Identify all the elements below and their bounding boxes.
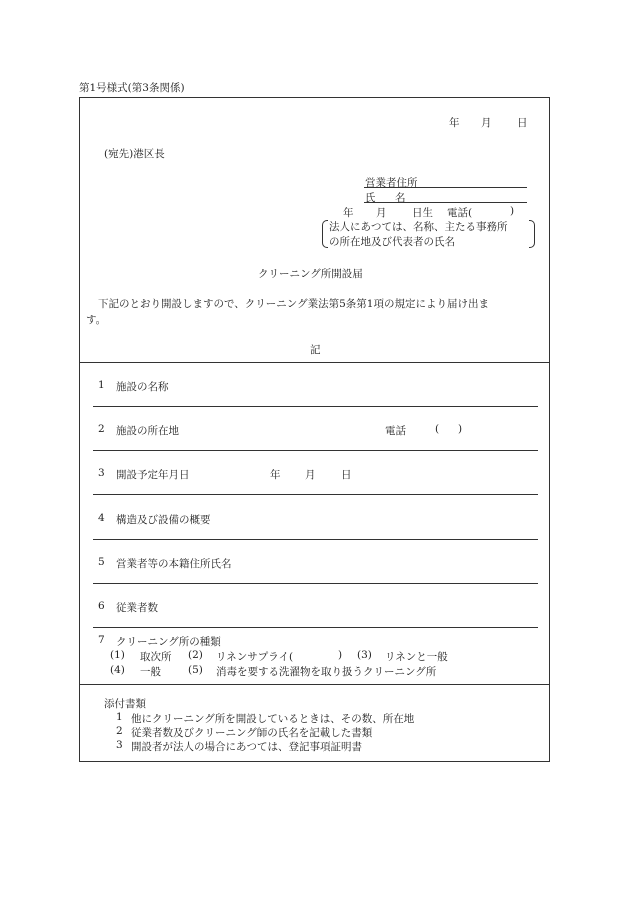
attachment-1-num: 1 xyxy=(116,711,123,723)
item-2-label: 施設の所在地 xyxy=(116,425,179,437)
attachment-1-text: 他にクリーニング所を開設しているときは、その数、所在地 xyxy=(131,713,415,725)
item-1-num: 1 xyxy=(98,379,105,391)
attachment-2-num: 2 xyxy=(116,725,123,737)
item-6-num: 6 xyxy=(98,600,105,612)
item-5-line xyxy=(93,583,538,584)
item-4-num: 4 xyxy=(98,512,105,524)
item-2-line xyxy=(93,450,538,451)
birth-year: 年 xyxy=(343,207,354,219)
birth-month: 月 xyxy=(376,207,387,219)
attachment-3-text: 開設者が法人の場合にあつては、登記事項証明書 xyxy=(131,741,362,753)
phone-label: 電話( xyxy=(447,207,473,219)
corp-note-line2: の所在地及び代表者の氏名 xyxy=(329,236,455,248)
item-2-phone-paren-close: ) xyxy=(458,423,463,435)
item-7-opt5-text: 消毒を要する洗濯物を取り扱うクリーニング所 xyxy=(216,666,437,678)
address-underline xyxy=(364,187,527,188)
attachments-heading: 添付書類 xyxy=(104,698,146,710)
item-6-label: 従業者数 xyxy=(116,602,158,614)
form-title: クリーニング所開設届 xyxy=(258,268,363,280)
item-7-opt3: (3) xyxy=(357,649,372,661)
item-3-year: 年 xyxy=(270,469,281,481)
name-underline xyxy=(364,202,527,203)
item-3-month: 月 xyxy=(305,469,316,481)
name-label-1: 氏 xyxy=(365,192,376,204)
item-3-label: 開設予定年月日 xyxy=(116,469,190,481)
item-2-phone-label: 電話 xyxy=(385,425,406,437)
item-7-opt2-text: リネンサプライ( xyxy=(216,651,294,663)
corp-note-bracket-right xyxy=(529,220,535,248)
header-divider xyxy=(79,362,550,363)
corp-note-bracket-left xyxy=(322,220,328,248)
item-7-opt4-text: 一般 xyxy=(140,666,161,678)
item-7-opt5: (5) xyxy=(188,664,203,676)
attachment-2-text: 従業者数及びクリーニング師の氏名を記載した書類 xyxy=(131,727,373,739)
item-2-phone-paren: ( xyxy=(435,423,440,435)
date-year: 年 xyxy=(449,117,460,129)
item-7-opt2-close: ) xyxy=(338,649,343,661)
item-7-opt4: (4) xyxy=(110,664,125,676)
item-7-opt1-text: 取次所 xyxy=(140,651,172,663)
item-5-label: 営業者等の本籍住所氏名 xyxy=(116,558,232,570)
item-7-label: クリーニング所の種類 xyxy=(116,636,221,648)
item-3-line xyxy=(93,494,538,495)
item-7-opt1: (1) xyxy=(110,649,125,661)
date-day: 日 xyxy=(517,117,528,129)
phone-close: ) xyxy=(510,205,515,217)
item-1-line xyxy=(93,406,538,407)
item-2-num: 2 xyxy=(98,423,105,435)
attachments-divider xyxy=(79,684,550,685)
item-5-num: 5 xyxy=(98,556,105,568)
addressee: (宛先)港区長 xyxy=(104,148,165,160)
item-4-line xyxy=(93,539,538,540)
date-month: 月 xyxy=(481,117,492,129)
ki-label: 記 xyxy=(310,344,321,356)
intro-line1: 下記のとおり開設しますので、クリーニング業法第5条第1項の規定により届け出ま xyxy=(98,298,489,310)
item-7-opt3-text: リネンと一般 xyxy=(385,651,448,663)
item-7-num: 7 xyxy=(98,634,105,646)
birth-day: 日生 xyxy=(412,207,433,219)
item-1-label: 施設の名称 xyxy=(116,381,169,393)
name-label-2: 名 xyxy=(395,192,406,204)
corp-note-line1: 法人にあつては、名称、主たる事務所 xyxy=(329,221,508,233)
item-3-num: 3 xyxy=(98,467,105,479)
attachment-3-num: 3 xyxy=(116,739,123,751)
form-label: 第1号様式(第3条関係) xyxy=(79,82,185,94)
item-4-label: 構造及び設備の概要 xyxy=(116,514,211,526)
intro-line2: す。 xyxy=(86,314,107,326)
item-6-line xyxy=(93,627,538,628)
item-7-opt2: (2) xyxy=(188,649,203,661)
address-label: 営業者住所 xyxy=(365,177,418,189)
item-3-day: 日 xyxy=(341,469,352,481)
